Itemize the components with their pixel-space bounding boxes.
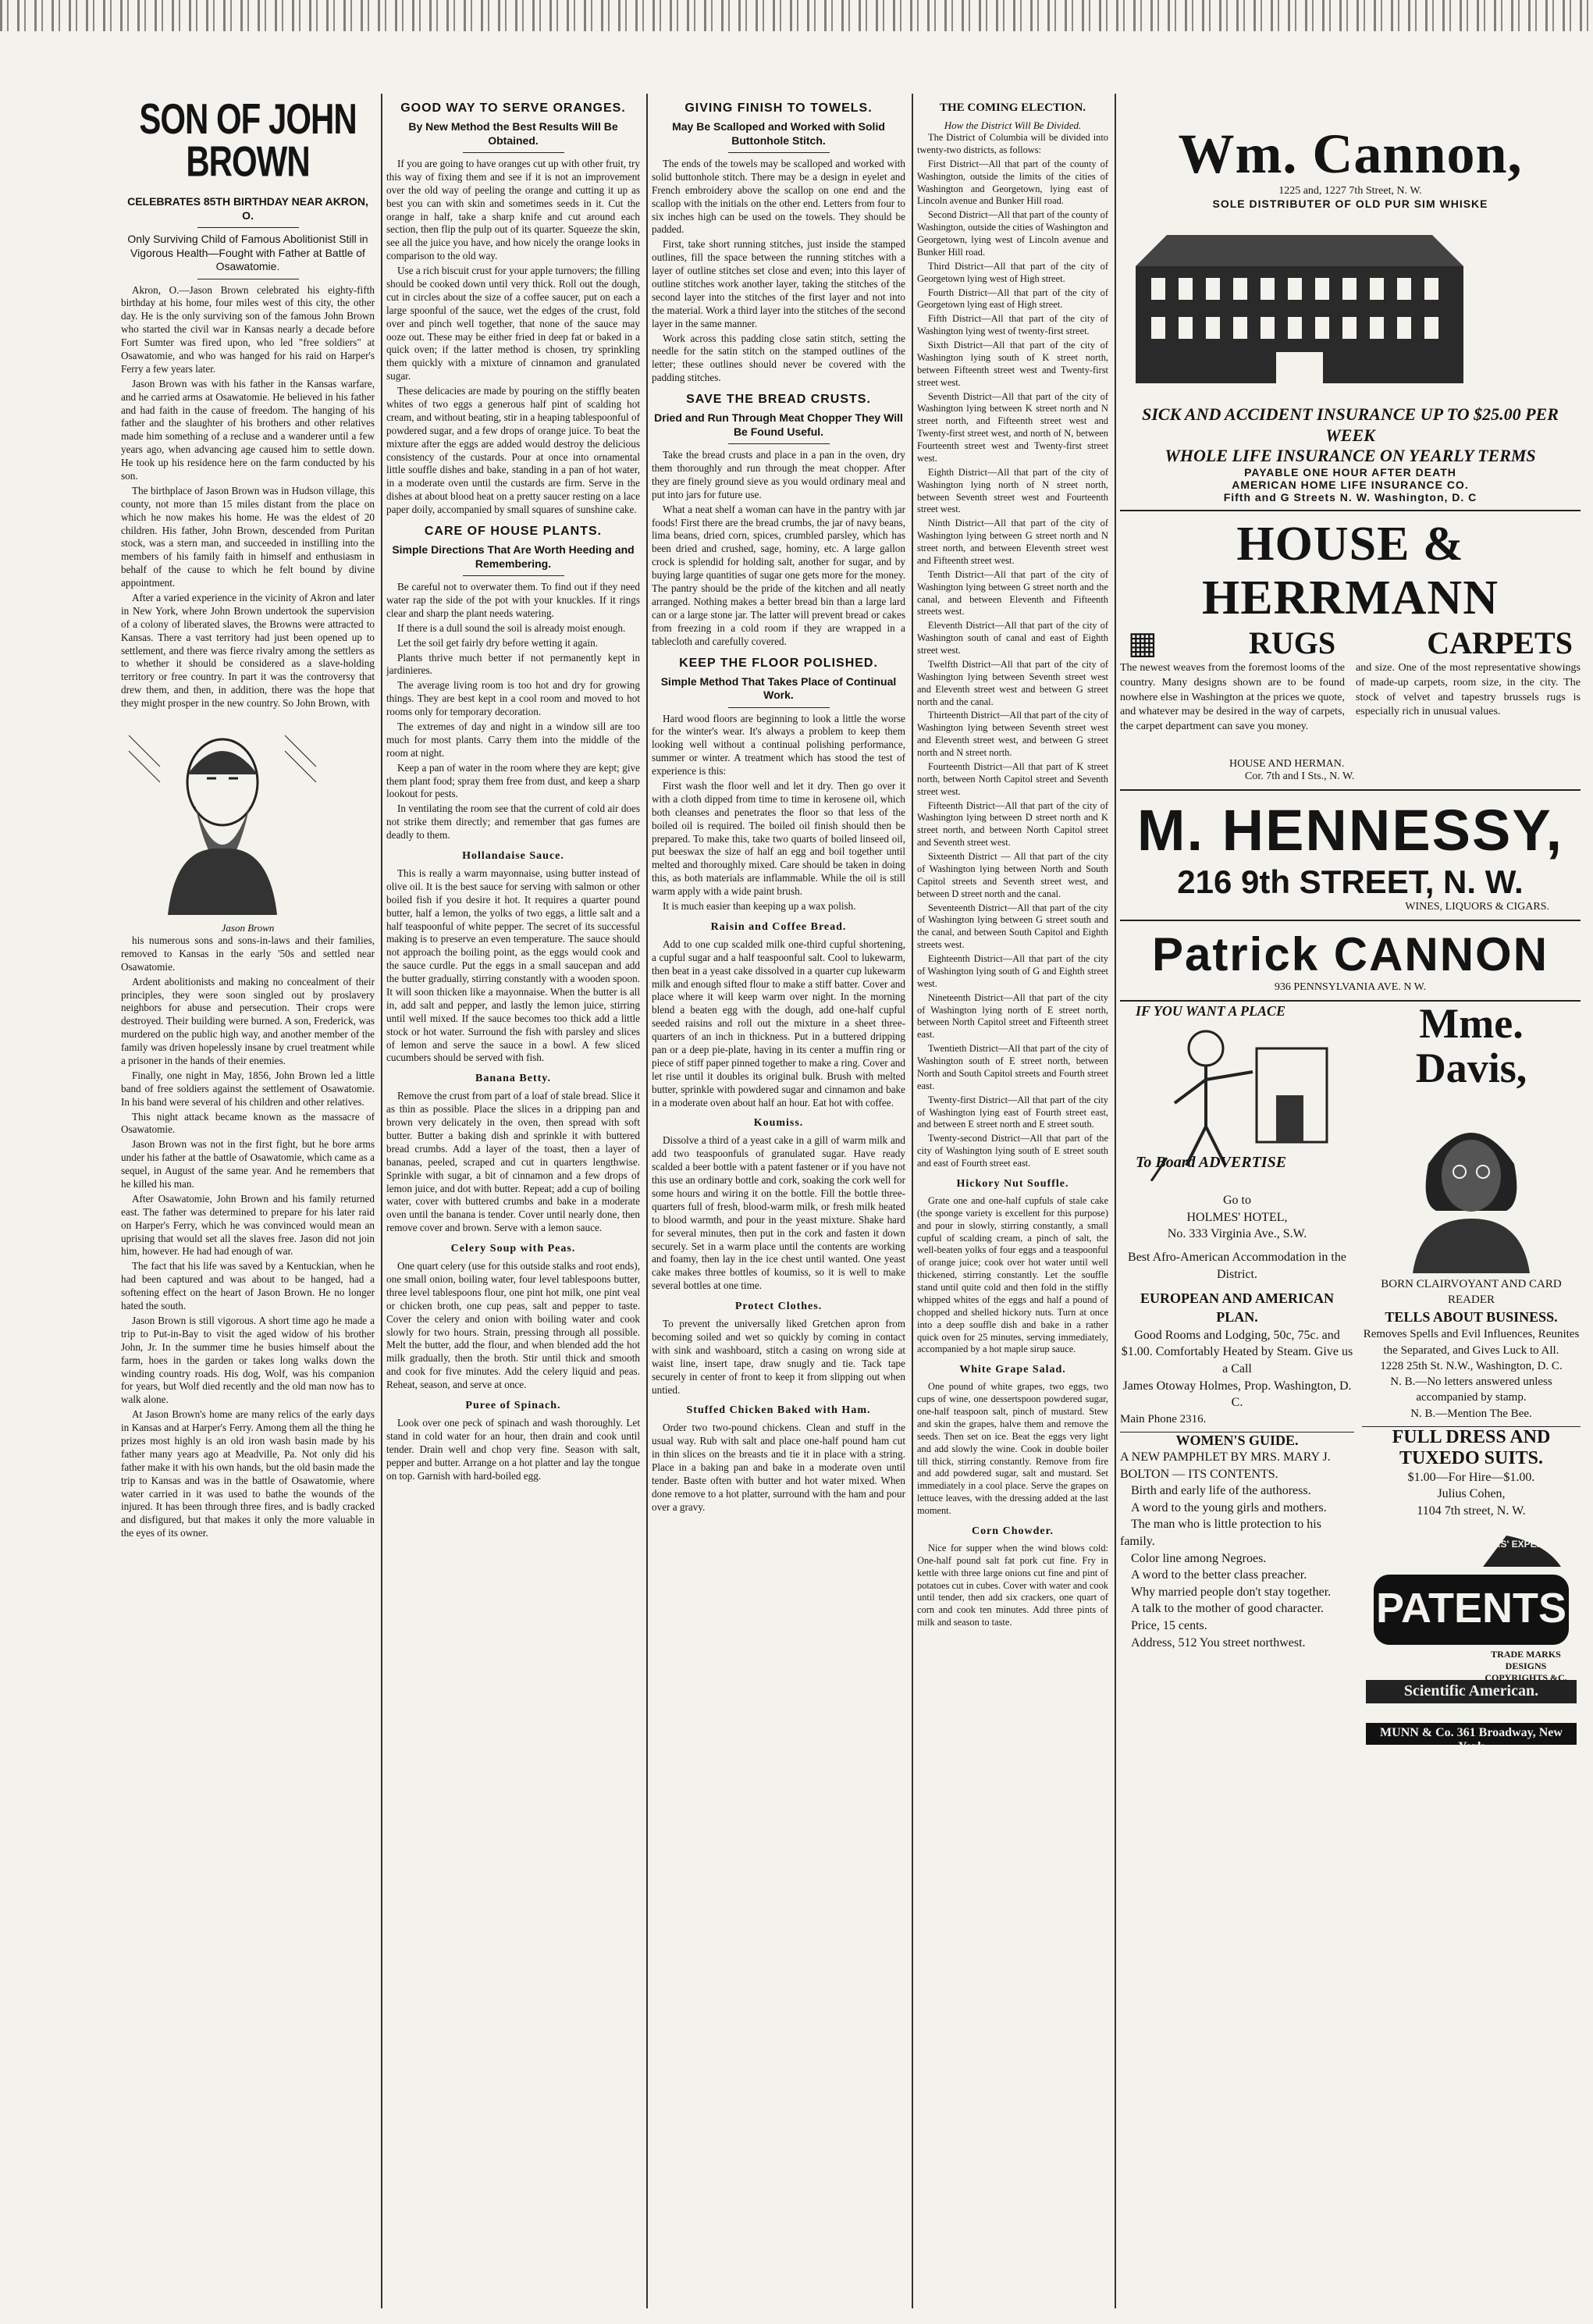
ad-address: 936 PENNSYLVANIA AVE. N W. (1274, 981, 1427, 994)
ad-title: HOUSE & HERRMANN (1202, 518, 1499, 625)
paragraph: The average living room is too hot and dry for growing things. They are best kept in a cool room and moved to hot rooms only for temporary decoration. (386, 679, 640, 718)
district-item: Sixth District—All that part of the city of Washington lying south of K street north, between Fifteenth street west and Twenty-first street west. (917, 340, 1108, 388)
holmes-proprietor: James Otoway Holmes, Prop. Washington, D. C. (1122, 1379, 1352, 1410)
district-item: Seventh District—All that part of the city of Washington lying between K street north and N street north, and Fifteenth street west and Twenty-first street west, and north of N, between Fourteenth street west and Twenty-first street west. (917, 390, 1108, 464)
paragraph: Add to one cup scalded milk one-third cupful shortening, a cupful sugar and a half teaspoonful salt. Cool to lukewarm, then beat in a yeast cake dissolved in a quarter cup lukewarm milk and enough sifted flour to make a stiff batter. Cover and place where it will keep warm over night. In the morning blend a beaten egg with the dough, add one-half cupful seeded raisins and roll out the mixture in a sheet three-quarters of an inch in thickness. Put in a buttered dripping pan or a deep pie-plate, having in its center a muffin ring or piece of stiff paper pinned together to make a ring. Cover and let rise until it doubles its original bulk. Brush with melted butter, sprinkle with powdered sugar and cinnamon and bake in a moderate oven about half an hour. Eat hot with coffee. (652, 938, 905, 1109)
article-body (652, 713, 905, 913)
recipe-body (652, 1318, 905, 1397)
holmes-phone: Main Phone 2316. (1120, 1412, 1207, 1425)
womens-guide-address: Address, 512 You street northwest. (1131, 1635, 1306, 1650)
deck: May Be Scalloped and Worked with Solid Buttonhole Stitch. (672, 120, 885, 147)
patents-sub: TRADE MARKS DESIGNS COPYRIGHTS &C. (1485, 1648, 1567, 1683)
article-body (386, 581, 640, 842)
paragraph: Keep a pan of water in the room where they are kept; give them plant food; spray them free from dust, and keep a sharp lookout for pests. (386, 761, 640, 800)
mme-davis-note: N. B.—Mention The Bee. (1410, 1407, 1532, 1420)
paragraph: This is really a warm mayonnaise, using butter instead of olive oil. It is the best sauce for serving with salmon or other boiled fish if you desire it hot. It requires a quarter pound butter, half a lemon, the yolks of two eggs, a little salt and a half teaspoonful of white pepper. The secret of its successful making is to preserve an even temperature. The sauce should not approach the boiling point, as the eggs would cook and the sauce curdle. Put the eggs in a small saucepan and add the butter gradually, stirring constantly with a wooden spoon. It will soon thicken like a mayonnaise. When the butter is all in, add salt and pepper, and lastly the lemon juice, stirring until well mixed. If the sauce becomes too thick add a little stock or hot water. Surround the fish with parsley and slices of lemon and serve the sauce in a bowl. A few sliced cucumbers should be served with fish. (386, 867, 640, 1064)
divider (463, 575, 564, 576)
recipe-body (386, 1260, 640, 1392)
district-item: Eighth District—All that part of the city of Washington lying north of N street north, between Seventh street west and Fourteenth street west. (917, 466, 1108, 515)
recipe-body (652, 1422, 905, 1514)
paragraph: It is much easier than keeping up a wax polish. (663, 899, 856, 912)
patents-years: 60 YEARS' EXPERIENCE (1461, 1538, 1572, 1550)
subheading: How the District Will Be Divided. (944, 119, 1082, 131)
ad-copy-right: and size. One of the most representative showings of made-up carpets, room size, in the city. The stock of velvet and tapestry brussels rugs is especially rich in unusual values. (1356, 661, 1581, 718)
rugs-label: RUGS (1248, 625, 1336, 660)
paragraph: This night attack became known as the massacre of Osawatomie. (121, 1110, 375, 1136)
column-advertisements (1120, 117, 1581, 2308)
ad-copy-left: The newest weaves from the foremost looms of the country. Many designs shown are to be found nowhere else in Washington at the prices we quote, and whatever may be desired in the way of carpets, the carpet department can save you money. (1120, 661, 1345, 733)
ad-signature-address: Cor. 7th and I Sts., N. W. (1245, 771, 1355, 783)
deck: Dried and Run Through Meat Chopper They Will Be Found Useful. (654, 411, 903, 438)
paragraph: Jason Brown was not in the first fight, but he bore arms under his father at the battle of Osawatomie, which came as a sequel, in August of the same year. And he remembers that he killed his man. (121, 1138, 375, 1190)
article-body (652, 158, 905, 385)
recipe-heading: White Grape Salad. (959, 1364, 1066, 1376)
deck: CELEBRATES 85TH BIRTHDAY NEAR AKRON, O. (127, 195, 368, 222)
cartoon-top-text: IF YOU WANT A PLACE (1136, 1003, 1286, 1020)
paragraph: Grate one and one-half cupfuls of stale cake (the sponge variety is excellent for this purpose) and pour in slowly, stirring constantly, a small cupful of scalding cream, a pinch of salt, the well-beaten yolks of four eggs and a teaspoonful of orange juice; cook over hot water until well thickened, stirring constantly. Let the souffle stand until quite cold and then fold in the stiffly whipped whites of the eggs and half a pound of chopped and shelled hickory nuts. Turn at once into a deep souffle dish and bake in a rather quick oven for 25 minutes, serving immediately, accompanied by a hot maple sirup sauce. (917, 1194, 1108, 1355)
holmes-line: Good Rooms and Lodging, 50c, 75c. and $1.00. Comfortably Heated by Steam. Give us a Call (1121, 1328, 1353, 1376)
holmes-plan: EUROPEAN AND AMERICAN PLAN. (1140, 1290, 1334, 1326)
recipe-heading: Koumiss. (753, 1117, 804, 1130)
paragraph: One pound of white grapes, two eggs, two cups of wine, one dessertspoon powdered sugar, one-half teaspoon salt, pinch of mustard. Stew and skin the grapes, halve them and remove the seeds. Then set on ice. Beat the eggs very light and add slowly the wine. Cook in double boiler till thick, stirring constantly. Remove from fire and add powdered sugar, salt and mustard. Set immediately in a cool place. Serve the grapes on lettuce leaves, with the dressing added at the last moment. (917, 1381, 1108, 1516)
paragraph: Be careful not to overwater them. To find out if they need water rap the side of the pot with your knuckles. If it rings clear and sharp the plant needs watering. (386, 581, 640, 619)
recipe-body (386, 1417, 640, 1482)
rugs-carpets-row (1120, 625, 1581, 661)
ad-address: 1225 and, 1227 7th Street, N. W. (1278, 185, 1422, 198)
column-jason-brown (121, 94, 375, 2308)
insurance-address (1120, 491, 1581, 504)
paragraph: To prevent the universally liked Gretchen apron from becoming soiled and wet so quickly by coming in contact with sink and washboard, stitch a casing on wrong side at waist line, insert tape, draw snugly and tie. Tack tape securely in center of front to keep it from slipping out when untied. (652, 1318, 905, 1396)
recipe-heading: Hollandaise Sauce. (462, 849, 564, 862)
rug-icon: ▦ (1128, 625, 1157, 660)
paragraph: In ventilating the room see that the current of cold air does not strike them directly; and remember that gas fumes are deadly to them. (386, 803, 640, 842)
district-item: Twenty-first District—All that part of the city of Washington lying east of Fourth street east, and between E street north and E street south. (917, 1094, 1108, 1130)
portrait-engraving-icon (121, 720, 324, 915)
paragraph: The birthplace of Jason Brown was in Hudson village, this county, not more than 15 miles distant from the place on which he now makes his home. He was the eldest of 20 children. His father, John Brown, descended from Puritan stock, was a stern man, and succeeded in instilling into the members of his family faith in himself and enthusiasm in behalf of the cause to which he felt bound by divine appointment. (121, 484, 375, 589)
holmes-line: Best Afro-American Accommodation in the District. (1128, 1250, 1346, 1281)
district-item: Twelfth District—All that part of the city of Washington lying between Seventh street west and Eleventh street west and between G street north and the canal. (917, 658, 1108, 707)
recipe-heading: Raisin and Coffee Bread. (710, 920, 847, 933)
full-dress-name: Julius Cohen, (1437, 1487, 1506, 1501)
womens-guide-item: Why married people don't stay together. (1131, 1585, 1332, 1599)
section-heading: THE COMING ELECTION. (939, 101, 1086, 114)
paragraph: Look over one peck of spinach and wash thoroughly. Let stand in cold water for an hour, then drain and cook until tender. Drain well and chop very fine. Season with salt, pepper and butter. Arrange on a hot platter and lay the tongue on top. Garnish with hard-boiled egg. (386, 1417, 640, 1482)
column-rule (646, 94, 648, 2308)
womens-guide-price: Price, 15 cents. (1131, 1618, 1207, 1632)
insurance-line: SICK AND ACCIDENT INSURANCE UP TO $25.00 PER WEEK (1142, 404, 1559, 445)
district-item: Twentieth District—All that part of the city of Washington south of E street north, between North and South Capitol streets and Fourth street east. (917, 1043, 1108, 1091)
paragraph: One quart celery (use for this outside stalks and root ends), one small onion, boiling water, four level tablespoons butter, three level tablespoons flour, one pint hot milk, one pint veal or chicken broth, one cup peas, salt and pepper to taste. Cover the celery and onion with boiling water and cook slowly for two hours. Strain, pressing through all possible. Melt the butter, add the flour, and when blended add the hot milk gradually, then the broth. Stir until thick and smooth and cook for five minutes. Add the celery liquid and peas. Reheat, season, and serve at once. (386, 1260, 640, 1391)
recipe-body (386, 1090, 640, 1235)
paragraph: Work across this padding close satin stitch, setting the needle for the satin stitch on the stamped outlines of the letter; these outlines should never be covered with the padding stitches. (652, 332, 905, 384)
section-heading: CARE OF HOUSE PLANTS. (424, 525, 603, 539)
deck: Simple Directions That Are Worth Heeding and Remembering. (392, 543, 635, 570)
insurance-company: AMERICAN HOME LIFE INSURANCE CO. (1232, 479, 1469, 492)
insurance-block (1120, 404, 1581, 504)
district-item: Nineteenth District—All that part of the city of Washington lying north of E street north, between North Capitol street and Fifteenth street east. (917, 991, 1108, 1041)
district-item: Third District—All that part of the city of Georgetown lying west of High street. (917, 260, 1108, 284)
paragraph: Remove the crust from part of a loaf of stale bread. Slice it as thin as possible. Place the slices in a dripping pan and brown very delicately in the oven, then spread with soft butter. Butter a baking dish and sprinkle it with buttered bread crumbs. Add a layer of the toast, then a layer of bananas, peeled, scraped and cut in quarters lengthwise. Sprinkle with sugar, a bit of cinnamon and a few drops of lemon juice, and dot with butter. Repeat; add a cup of boiling water, cover with buttered crumbs and bake in a moderate oven until the banana is tender. Cover until nearly done, then remove cover and brown. Serve with a lemon sauce. (386, 1090, 640, 1234)
womens-guide-item: Color line among Negroes. (1131, 1551, 1267, 1565)
paragraph: The fact that his life was saved by a Kentuckian, when he had been captured and was about to be hanged, had a softening effect on the heart of Jason Brown. He no longer hated the south. (121, 1260, 375, 1312)
article-body (121, 284, 375, 711)
ad-signature: HOUSE AND HERMAN. (1229, 758, 1345, 771)
paragraph: The District of Columbia will be divided into twenty-two districts, as follows: (917, 132, 1108, 155)
district-item: Seventeenth District—All that part of the city of Washington lying between G street south and the canal, and between South Capitol and Eighth streets west. (917, 902, 1108, 951)
districts-list (917, 132, 1108, 1170)
lower-left-ads (1120, 1002, 1354, 1753)
womens-guide-item: Birth and early life of the authoress. (1131, 1484, 1311, 1498)
paragraph: After a varied experience in the vicinity of Akron and later in New York, where John Brown undertook the supervision of a colony of liberated slaves, the Browns were attracted to Kansas. There a vast territory had just been opened up to settlement, and there was fierce rivalry among the settlers as to whether it should be considered as a slave-holding territory or free country. In part it was the controversy that drew them, and then, in addition, there was the hope that they might prosper in the new country. So John Brown, with (121, 591, 375, 710)
holmes-name: HOLMES' HOTEL, (1186, 1210, 1288, 1224)
patents-company: MUNN & Co. 361 Broadway, New York (1380, 1725, 1563, 1753)
district-item: Tenth District—All that part of the city of Washington lying between G street north and the canal, and between Eleventh and Fifteenth streets west. (917, 568, 1108, 617)
paragraph: Use a rich biscuit crust for your apple turnovers; the filling should be cooked down until very thick. Roll out the dough, cut in circles about the size of a coffee saucer, put on each a large spoonful of the sauce, wet the edges of the crust, fold over and pinch well together, that none of the sauce may ooze out. These may be either fried in deep fat or baked in a quick oven; if the latter method is chosen, try sprinkling them quickly with a mixture of cinnamon and granulated sugar. (386, 265, 640, 383)
district-item: First District—All that part of the county of Washington, outside the limits of the cities of Washington and Georgetown, lying east of Lincoln avenue and Bunker Hill road. (917, 158, 1108, 207)
paragraph: Plants thrive much better if not permanently kept in jardinieres. (386, 651, 640, 677)
divider (728, 443, 830, 444)
district-item: Sixteenth District — All that part of the city of Washington lying between North and South Capitol streets and Seventh street west, and between D street north and the canal. (917, 851, 1108, 899)
divider (728, 707, 830, 708)
insurance-street: Fifth and G Streets N. W. (1223, 491, 1371, 504)
district-item: Thirteenth District—All that part of the city of Washington lying between Seventh street west and Eleventh street west, and between G street north and N street north. (917, 710, 1108, 758)
womens-guide-item: A word to the young girls and mothers. (1131, 1500, 1327, 1514)
paragraph: Take the bread crusts and place in a pan in the oven, dry them thoroughly and run through the meat chopper. After they are finely ground sieve as you would ordinary meal and put into jars for future use. (652, 449, 905, 500)
full-dress-price: $1.00—For Hire—$1.00. (1407, 1470, 1535, 1484)
column-rule (1115, 94, 1116, 2308)
paragraph: First, take short running stitches, just inside the stamped outlines, fill the space between the running stitches with a layer of outline stitches set close and even; into this layer of outline stitches work another layer, taking the stitches of the second layer into the stitches of the first layer and not into the material. Work a third layer into the stitches of the second layer in the same manner. (652, 238, 905, 329)
paragraph: Jason Brown was with his father in the Kansas warfare, and he carried arms at Osawatomie. He believed in his father and had faith in the cause of freedom. The hanging of his father and the slaughter of his brothers and other relatives made him something of a recluse and a wanderer until a few years ago, when advancing age caused him to settle down. He took up his residence here on the farm conducted by his son. (121, 377, 375, 482)
article-body (652, 449, 905, 648)
article-body (386, 158, 640, 517)
mme-davis-line: Removes Spells and Evil Influences, Reunites the Separated, and Gives Luck to All. (1363, 1328, 1580, 1357)
recipe-body (386, 867, 640, 1065)
cartoon-bottom-text: To Board ADVERTISE (1136, 1154, 1287, 1172)
holmes-address: No. 333 Virginia Ave., S.W. (1167, 1227, 1307, 1241)
paragraph: The extremes of day and night in a window sill are too much for most plants. Carry them into the middle of the room at night. (386, 720, 640, 759)
womens-guide-item: The man who is little protection to his family. (1120, 1518, 1321, 1548)
paragraph: What a neat shelf a woman can have in the pantry with jar foods! First there are the bread crumbs, the jar of navy beans, lima beans, dried corn, spices, crumbled parsley, which has been dried and crushed, sage, hominy, etc. A large gallon crock is splendid for holding salt, another for sugar, and by buying large quantities of sugar one gets more for the money. The pantry should be the pride of the kitchen and all neatly arranged. Nothing makes a better bread bin than a large lard can or a large stone jar. The latter will prevent bread or cakes from freezing in a cold room if they are wrapped in a tablecloth and carefully covered. (652, 503, 905, 647)
paragraph: Nice for supper when the wind blows cold: One-half pound salt fat pork cut fine. Fry in kettle with three large onions cut fine and pint of potatoes cut in cubes. Cover with water and cook until tender, then add six crackers, one quart of corn and cook ten minutes. Add three pints of milk and season to taste. (917, 1542, 1108, 1628)
paragraph: Jason Brown is still vigorous. A short time ago he made a trip to Put-in-Bay to visit the aged widow of his brother John, Jr. In the summer time he busies himself about the farm, hoes in the garden or takes long walks down the winding country roads. His dog, Wolf, was his companion for years, but Wolf died recently and the old man now has to walk alone. (121, 1314, 375, 1406)
deck: Simple Method That Takes Place of Continual Work. (660, 674, 897, 701)
column-rule (381, 94, 382, 2308)
district-item: Fourteenth District—All that part of K street north, between North Capitol street and Seventh street west. (917, 760, 1108, 797)
district-item: Twenty-second District—All that part of the city of Washington lying south of E street south and east of Fourth street east. (917, 1133, 1108, 1169)
section-heading: GOOD WAY TO SERVE ORANGES. (400, 101, 626, 115)
recipe-heading: Celery Soup with Peas. (450, 1243, 576, 1255)
recipe-body (917, 1195, 1108, 1356)
ad-house-herrmann (1120, 511, 1581, 791)
insurance-city: Washington, D. C (1374, 491, 1477, 504)
recipe-body (917, 1543, 1108, 1629)
column-household-1 (386, 94, 640, 2308)
portrait-caption: Jason Brown (221, 922, 275, 934)
patents-title: PATENTS (1375, 1584, 1566, 1632)
mme-davis-address: 1228 25th St. N.W., Washington, D. C. (1380, 1359, 1563, 1372)
ad-hennessy (1120, 791, 1581, 921)
district-item: Second District—All that part of the county of Washington, outside the cities of Washington and Georgetown, lying west of Lincoln avenue and Bunker Hill road. (917, 209, 1108, 258)
ad-title: Wm. Cannon, (1178, 123, 1523, 185)
ad-address: 216 9th STREET, N. W. (1177, 863, 1524, 901)
district-item: Eighteenth District—All that part of the city of Washington lying south of G and Eighth street west. (917, 953, 1108, 989)
column-rule (912, 94, 913, 2308)
ad-subtitle: SOLE DISTRIBUTER OF OLD PUR SIM WHISKE (1212, 198, 1488, 211)
mme-davis-line: TELLS ABOUT BUSINESS. (1385, 1309, 1558, 1326)
paragraph: Order two two-pound chickens. Clean and stuff in the usual way. Rub with salt and place one-half pound ham cut in thin slices on the breasts and tie it in place with a string. Place in a baking pan and bake in a moderate oven until tender. Baste often with butter and hot water mixed. When done remove to a hot platter, surround with the ham and pour over a gravy. (652, 1422, 905, 1513)
recipe-heading: Banana Betty. (475, 1073, 551, 1085)
mme-davis-portrait-icon (1381, 1094, 1561, 1273)
patents-magazine: Scientific American. (1403, 1682, 1539, 1699)
paragraph: If you are going to have oranges cut up with other fruit, try this way of fixing them and see if it is not an improvement over the old way of peeling the orange and cutting it up as best you can with skin and sometimes seeds in it. Cut the orange in half, take a sharp knife and cut around each section, then flip the pulp out of its quarter. Squeeze the skin, see all the juice you have, and how nicely the orange looks in comparison to the old way. (386, 158, 640, 262)
district-item: Fourth District—All that part of the city of Georgetown lying east of High street. (917, 286, 1108, 311)
divider (197, 227, 299, 228)
recipe-body (917, 1381, 1108, 1518)
paragraph: Finally, one night in May, 1856, John Brown led a little band of free soldiers against the settlement of Osawatomie. In his band were several of his children and other relatives. (121, 1069, 375, 1108)
paragraph: After Osawatomie, John Brown and his family returned east. The father was determined to prepare for his later raid on Harper's Ferry, which he was convinced would mean an uprising that would set all the slaves free. Jason did not join him, however. He had had enough of war. (121, 1192, 375, 1258)
cartoon-advertise (1120, 1002, 1346, 1181)
lower-right-ads (1362, 1002, 1581, 1753)
recipe-heading: Stuffed Chicken Baked with Ham. (686, 1404, 871, 1417)
ad-title: Patrick CANNON (1151, 928, 1549, 981)
lower-ads (1120, 1002, 1581, 1753)
article-body (121, 934, 375, 1540)
mme-davis-title: Mme. Davis, (1415, 1000, 1527, 1091)
recipe-heading: Hickory Nut Souffle. (956, 1177, 1069, 1190)
district-item: Fifth District—All that part of the city of Washington lying west of twenty-first street. (917, 313, 1108, 337)
insurance-line: WHOLE LIFE INSURANCE ON YEARLY TERMS (1165, 445, 1536, 465)
district-item: Ninth District—All that part of the city of Washington lying between G street north and N street north, and between Eleventh street west and Fifteenth street west. (917, 518, 1108, 566)
patents-badge-icon (1366, 1528, 1577, 1746)
column-household-2 (652, 94, 905, 2308)
paragraph: These delicacies are made by pouring on the stiffly beaten whites of two eggs a generous half pint of scalding hot cream, and without beating, stir in a heaping tablespoonful of powdered sugar, and a few drops of orange juice. To beat the mixture after the eggs are added would destroy the delicious consistency of the custards. Pour at once into ornamental little souffle dishes and bake, standing in a pan of hot water, in a moderate oven until the custards are firm. Serve in the dishes at about blood heat on a pretty saucer resting on a lace paper doily, accompanied by small squares of sunshine cake. (386, 385, 640, 516)
insurance-line: PAYABLE ONE HOUR AFTER DEATH (1244, 466, 1456, 479)
full-dress-address: 1104 7th street, N. W. (1417, 1504, 1526, 1518)
womens-guide-item: A word to the better class preacher. (1131, 1568, 1307, 1582)
mme-davis-note: N. B.—No letters answered unless accompanied by stamp. (1390, 1376, 1552, 1404)
recipe-body (652, 938, 905, 1110)
patents-ad (1366, 1528, 1577, 1753)
deck: Only Surviving Child of Famous Abolitionist Still in Vigorous Health—Fought with Father at Battle of Osawatomie. (127, 233, 368, 272)
ad-copy (1120, 661, 1581, 735)
section-heading: KEEP THE FLOOR POLISHED. (679, 656, 878, 670)
full-dress-title: FULL DRESS AND TUXEDO SUITS. (1392, 1426, 1551, 1468)
paragraph: his numerous sons and sons-in-laws and their families, removed to Kansas in the early '50s and settled near Osawatomie. (121, 934, 375, 973)
deck: By New Method the Best Results Will Be Obtained. (408, 120, 618, 147)
hotel-building-engraving-icon (1120, 219, 1479, 391)
womens-guide-title: WOMEN'S GUIDE. (1175, 1432, 1299, 1448)
section-heading: GIVING FINISH TO TOWELS. (684, 101, 873, 115)
holmes-line: Go to (1223, 1194, 1251, 1208)
torn-top-edge (0, 0, 1593, 31)
paragraph: First wash the floor well and let it dry. Then go over it with a cloth dipped from time to time in kerosene oil, which both cleanses and penetrates the floor so that less of the boiled oil is required. The boiled oil finish should then be prepared. To make this, take two quarts of boiled linseed oil, put beeswax the size of half an egg and boil together until melted and thoroughly mixed. Care should be taken in doing this, as both materials are inflammable. While the oil is still warm apply with a wide paint brush. (652, 779, 905, 898)
divider (728, 152, 830, 153)
paragraph: The ends of the towels may be scalloped and worked with solid buttonhole stitch. There may be a design in eyelet and French embroidery above the scallop on one end and the scallop with the initials on the other end. Letters from four to six inches high can be used on the towels. They should be padded. (652, 158, 905, 236)
district-item: Fifteenth District—All that part of the city of Washington lying between D street north and K street north, and between North Capitol street and Seventh street west. (917, 799, 1108, 849)
recipe-heading: Corn Chowder. (971, 1525, 1054, 1537)
headline-son-of-john-brown: SON OF JOHN BROWN (139, 94, 357, 186)
womens-guide-item: A talk to the mother of good character. (1131, 1602, 1325, 1616)
column-election (917, 94, 1108, 2308)
paragraph: Dissolve a third of a yeast cake in a gill of warm milk and add two teaspoonfuls of granulated sugar. Have ready scalded a beer bottle with a patent fastener or if you have not this use an ordinary bottle and cork, soaking the cork well for some hours and wiring it on the bottle. Fill the bottle three-quarters full of fresh, blood-warm milk, or fresh milk heated to blood warmth, and pour in the yeast mixture. Shake hard for several minutes, then put in the cork and fasten it down securely. Set in a warm place until the contents are working and foamy, then lay in the ice chest until wanted. One yeast cake makes three bottles of koumiss, so it is well to make several bottles at one time. (652, 1134, 905, 1292)
paragraph: Hard wood floors are beginning to look a little the worse for the winter's wear. It's always a problem to keep them looking well without a continual polishing performance, summer or winter. A treatment which has stood the test of experience is this: (652, 712, 905, 778)
ad-patrick-cannon (1120, 921, 1581, 1002)
ad-subtitle: WINES, LIQUORS & CIGARS. (1405, 901, 1549, 913)
carpets-label: CARPETS (1427, 625, 1573, 660)
recipe-heading: Puree of Spinach. (465, 1400, 561, 1412)
section-heading: SAVE THE BREAD CRUSTS. (686, 393, 871, 407)
paragraph: Let the soil get fairly dry before wetting it again. (397, 636, 599, 649)
paragraph: If there is a dull sound the soil is already moist enough. (397, 621, 626, 634)
paragraph: Akron, O.—Jason Brown celebrated his eighty-fifth birthday at his home, four miles west of this city, the other day. He is the only surviving son of the famous John Brown who started the civil war in Kansas nearly a decade before Fort Sumter was fired upon, who led "free soldiers" at Osawatomie, and who was hanged for his raid on Harper's Ferry a few years later. (121, 283, 375, 375)
recipe-heading: Protect Clothes. (734, 1301, 823, 1313)
paragraph: Ardent abolitionists and making no concealment of their principles, they were soon singled out by proslavery neighbors for abuse and persecution. Their crops were destroyed. Their building were burned. A son, Frederick, was murdered on the public high way, and another member of the family was driven hopelessly insane by cruel treatment while a prisoner in the hands of their enemies. (121, 975, 375, 1067)
ad-wm-cannon (1120, 117, 1581, 511)
divider (463, 152, 564, 153)
ad-title: M. HENNESSY, (1136, 798, 1564, 863)
womens-guide-sub: A NEW PAMPHLET BY MRS. MARY J. BOLTON — ITS CONTENTS. (1120, 1450, 1331, 1481)
recipe-body (652, 1134, 905, 1293)
district-item: Eleventh District—All that part of the city of Washington south of canal and east of Eighth street west. (917, 620, 1108, 656)
paragraph: At Jason Brown's home are many relics of the early days in Kansas and at Harper's Ferry. Among them all the thing he prizes most highly is an old iron wash basin made by his father many years ago at Meadville, Pa. Not only did his father make it with his own hands, but the old basin made the trip to Kansas and was in the battle of Osawatomie, where water carried in it was used to bathe the wounds of the injured. It has been through three fires, and is badly cracked and disfigured, but that makes it only the more valuable in the eyes of its owner. (121, 1408, 375, 1539)
mme-davis-line: BORN CLAIRVOYANT AND CARD READER (1381, 1277, 1562, 1306)
